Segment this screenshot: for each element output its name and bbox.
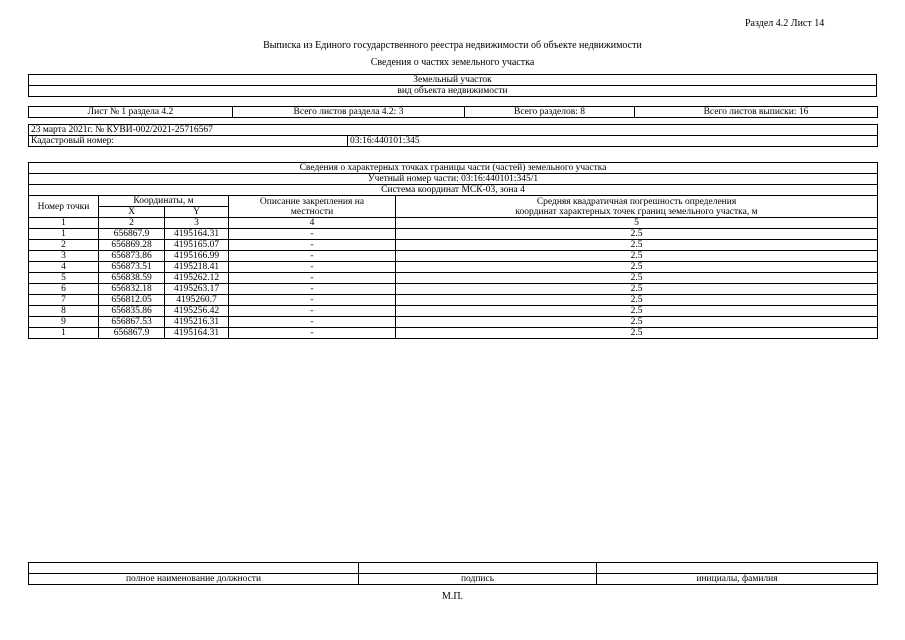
signature-cell [359, 563, 597, 574]
description-cell: - [229, 295, 396, 306]
point-number-cell: 7 [29, 295, 99, 306]
x-cell: 656867.9 [99, 328, 165, 339]
description-cell: - [229, 284, 396, 295]
y-cell: 4195263.17 [165, 284, 229, 295]
cadastral-label: Кадастровый номер: [29, 136, 348, 147]
position-cell [29, 563, 359, 574]
points-table-title: Сведения о характерных точках границы части (частей) земельного участка [29, 163, 878, 174]
header-description [229, 196, 396, 218]
error-cell: 2.5 [396, 273, 878, 284]
total-sections: Всего разделов: 8 [465, 107, 635, 118]
date-cadastral-table [28, 124, 878, 147]
point-number-cell: 4 [29, 262, 99, 273]
description-cell: - [229, 328, 396, 339]
header-point-no: Номер точки [29, 196, 99, 218]
description-cell: - [229, 306, 396, 317]
x-cell: 656838.59 [99, 273, 165, 284]
error-cell: 2.5 [396, 317, 878, 328]
table-row [29, 262, 878, 273]
y-cell: 4195164.31 [165, 229, 229, 240]
point-number-cell: 9 [29, 317, 99, 328]
sheet-info-table [28, 106, 878, 118]
stamp-label: М.П. [441, 591, 464, 602]
section-label: Раздел 4.2 Лист 14 [745, 18, 825, 29]
x-cell: 656867.53 [99, 317, 165, 328]
y-cell: 4195166.99 [165, 251, 229, 262]
part-number: Учетный номер части: 03:16:440101:345/1 [29, 174, 878, 185]
point-number-cell: 5 [29, 273, 99, 284]
col-number-5: 5 [396, 218, 878, 229]
table-row [29, 328, 878, 339]
x-cell: 656873.51 [99, 262, 165, 273]
x-cell: 656835.86 [99, 306, 165, 317]
description-cell: - [229, 251, 396, 262]
table-row [29, 229, 878, 240]
col-number-4: 4 [229, 218, 396, 229]
y-cell: 4195165.07 [165, 240, 229, 251]
error-cell: 2.5 [396, 284, 878, 295]
header-error-line1: Средняя квадратичная погрешность определения [536, 196, 737, 207]
header-error-line2: координат характерных точек границ земельного участка, м [515, 206, 758, 217]
header-error [396, 196, 878, 218]
x-cell: 656867.9 [99, 229, 165, 240]
header-x: X [99, 207, 165, 218]
error-cell: 2.5 [396, 306, 878, 317]
col-number-2: 2 [99, 218, 165, 229]
sheet-number: Лист № 1 раздела 4.2 [29, 107, 233, 118]
y-cell: 4195164.31 [165, 328, 229, 339]
object-name: Земельный участок [29, 75, 877, 86]
document-title: Выписка из Единого государственного реестра недвижимости об объекте недвижимости [263, 40, 642, 51]
coord-system: Система координат МСК-03, зона 4 [29, 185, 878, 196]
description-cell: - [229, 317, 396, 328]
x-cell: 656832.18 [99, 284, 165, 295]
description-cell: - [229, 229, 396, 240]
signature-table [28, 562, 878, 585]
position-label: полное наименование должности [29, 574, 359, 585]
point-number-cell: 8 [29, 306, 99, 317]
error-cell: 2.5 [396, 262, 878, 273]
error-cell: 2.5 [396, 240, 878, 251]
table-row [29, 317, 878, 328]
point-number-cell: 1 [29, 328, 99, 339]
header-description-line2: местности [290, 206, 334, 217]
total-sheets-extract: Всего листов выписки: 16 [635, 107, 878, 118]
point-number-cell: 1 [29, 229, 99, 240]
point-number-cell: 6 [29, 284, 99, 295]
error-cell: 2.5 [396, 251, 878, 262]
table-row [29, 306, 878, 317]
y-cell: 4195260.7 [165, 295, 229, 306]
error-cell: 2.5 [396, 229, 878, 240]
total-sheets-section: Всего листов раздела 4.2: 3 [233, 107, 465, 118]
table-row [29, 251, 878, 262]
point-number-cell: 3 [29, 251, 99, 262]
document-subtitle: Сведения о частях земельного участка [370, 57, 535, 68]
table-row [29, 295, 878, 306]
header-description-line1: Описание закрепления на [259, 196, 365, 207]
x-cell: 656869.28 [99, 240, 165, 251]
error-cell: 2.5 [396, 328, 878, 339]
object-table [28, 74, 877, 97]
object-type-label: вид объекта недвижимости [29, 86, 877, 97]
y-cell: 4195262.12 [165, 273, 229, 284]
date-number: 23 марта 2021г. № КУВИ-002/2021-25716567 [29, 125, 878, 136]
cadastral-value: 03:16:440101:345 [348, 136, 878, 147]
description-cell: - [229, 240, 396, 251]
header-y: Y [165, 207, 229, 218]
table-row [29, 240, 878, 251]
table-row [29, 273, 878, 284]
y-cell: 4195218.41 [165, 262, 229, 273]
signature-label: подпись [359, 574, 597, 585]
col-number-1: 1 [29, 218, 99, 229]
header-coords: Координаты, м [99, 196, 229, 207]
y-cell: 4195256.42 [165, 306, 229, 317]
y-cell: 4195216.31 [165, 317, 229, 328]
name-label: инициалы, фамилия [597, 574, 878, 585]
col-number-3: 3 [165, 218, 229, 229]
points-table [28, 162, 878, 339]
x-cell: 656812.05 [99, 295, 165, 306]
table-row [29, 284, 878, 295]
description-cell: - [229, 273, 396, 284]
name-cell [597, 563, 878, 574]
point-number-cell: 2 [29, 240, 99, 251]
description-cell: - [229, 262, 396, 273]
error-cell: 2.5 [396, 295, 878, 306]
x-cell: 656873.86 [99, 251, 165, 262]
